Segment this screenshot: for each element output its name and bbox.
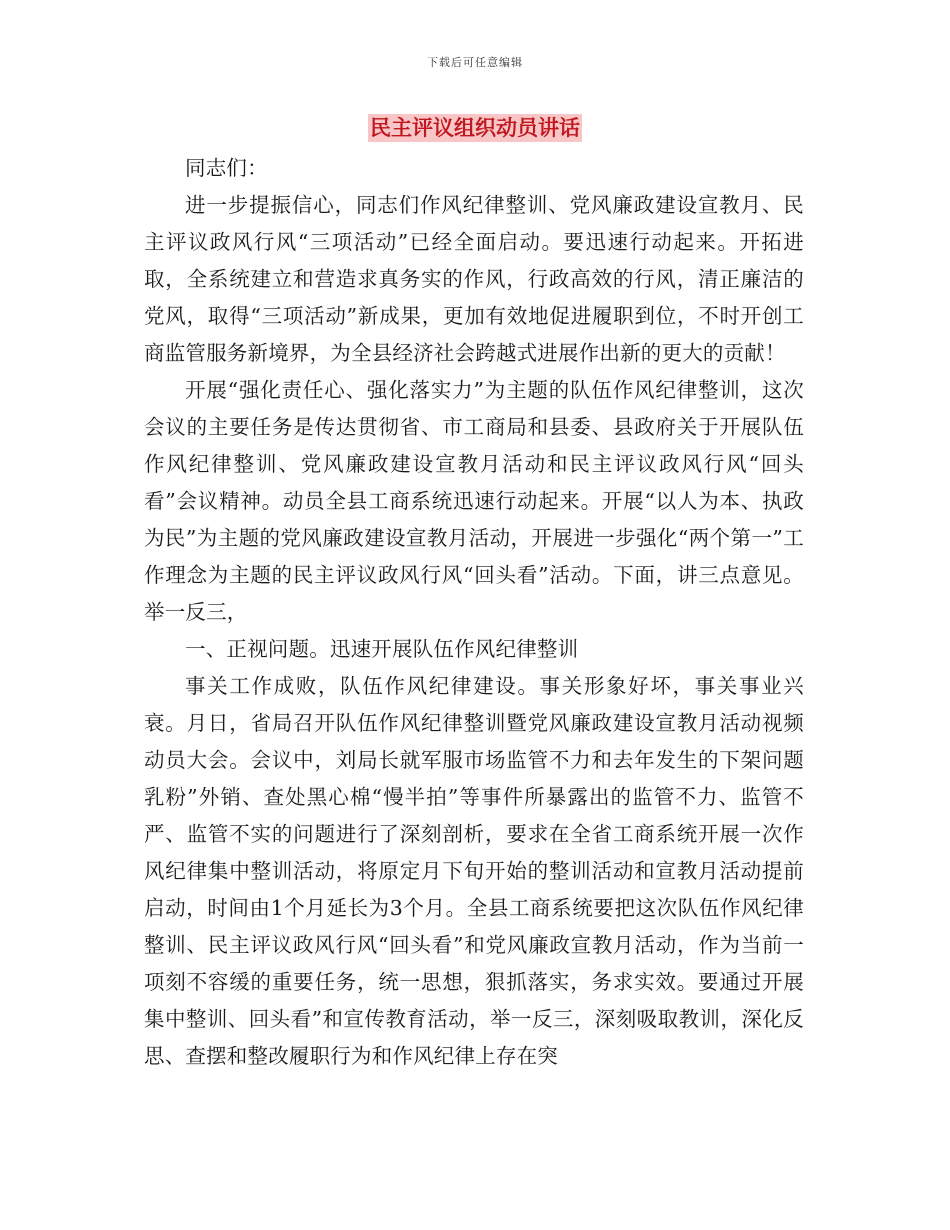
document-body <box>144 150 804 1075</box>
body-paragraph: 开展“强化责任心、强化落实力”为主题的队伍作风纪律整训，这次会议的主要任务是传达贯彻省、市工商局和县委、县政府关于开展队伍作风纪律整训、党风廉政建设宣教月活动和民主评议政风行风“回头看”会议精神。动员全县工商系统迅速行动起来。开展“以人为本、执政为民”为主题的党风廉政建设宣教月活动，开展进一步强化“两个第一”工作理念为主题的民主评议政风行风“回头看”活动。下面，讲三点意见。举一反三， <box>144 378 804 624</box>
title-wrapper <box>0 114 950 142</box>
section-heading: 一、正视问题。迅速开展队伍作风纪律整训 <box>185 637 579 661</box>
header-note: 下载后可任意编辑 <box>427 56 523 69</box>
body-paragraph: 进一步提振信心，同志们作风纪律整训、党风廉政建设宣教月、民主评议政风行风“三项活动”已经全面启动。要迅速行动起来。开拓进取，全系统建立和营造求真务实的作风，行政高效的行风，清正廉洁的党风，取得“三项活动”新成果，更加有效地促进履职到位，不时开创工商监管服务新境界，为全县经济社会跨越式进展作出新的更大的贡献！ <box>144 193 804 365</box>
salutation-paragraph: 同志们： <box>185 156 268 180</box>
document-title: 民主评议组织动员讲话 <box>370 116 580 140</box>
body-paragraph: 事关工作成败，队伍作风纪律建设。事关形象好坏，事关事业兴衰。月日，省局召开队伍作风纪律整训暨党风廉政建设宣教月活动视频动员大会。会议中，刘局长就军服市场监管不力和去年发生的下架问题乳粉”外销、查处黑心棉“慢半拍”等事件所暴露出的监管不力、监管不严、监管不实的问题进行了深刻剖析，要求在全省工商系统开展一次作风纪律集中整训活动，将原定月下旬开始的整训活动和宣教月活动提前启动，时间由1个月延长为3个月。全县工商系统要把这次队伍作风纪律整训、民主评议政风行风“回头看”和党风廉政宣教月活动，作为当前一项刻不容缓的重要任务，统一思想，狠抓落实，务求实效。要通过开展集中整训、回头看”和宣传教育活动，举一反三，深刻吸取教训，深化反思、查摆和整改履职行为和作风纪律上存在突 <box>144 674 804 1068</box>
